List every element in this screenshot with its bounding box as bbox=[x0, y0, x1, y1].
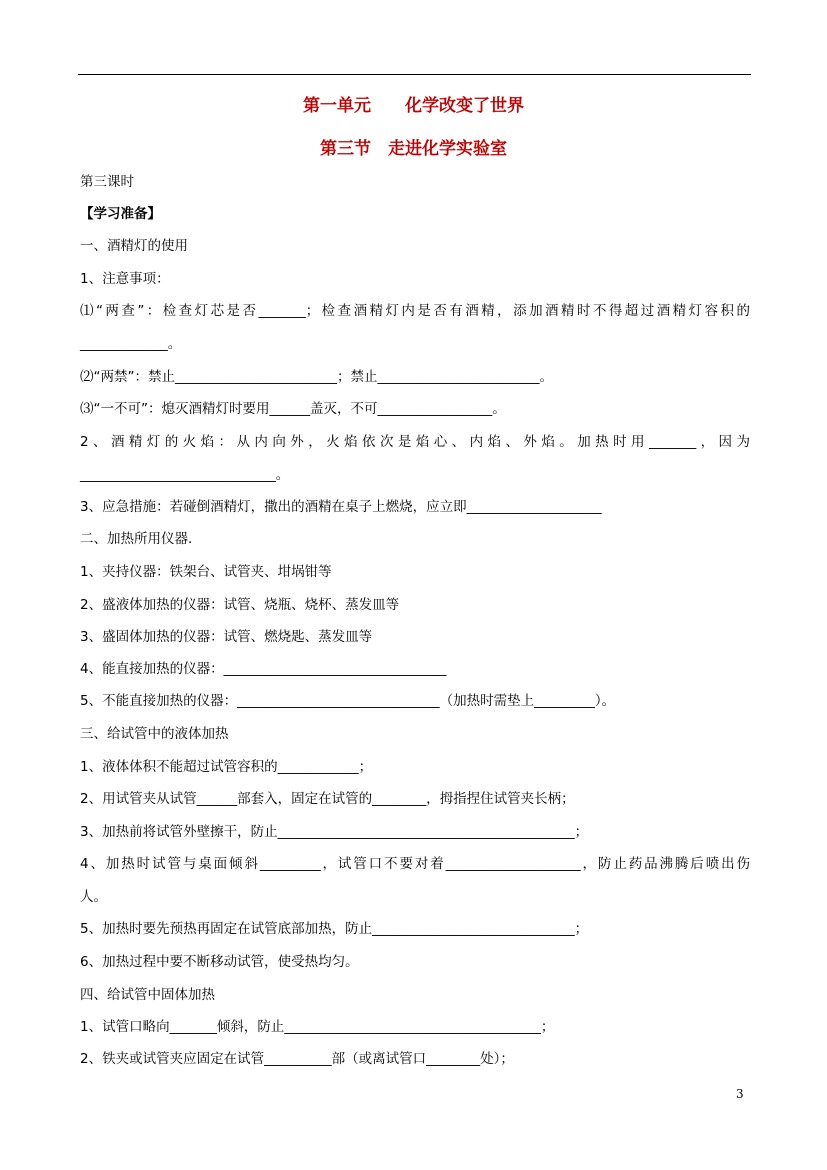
text-line: 人。 bbox=[80, 889, 107, 905]
text-line: 5、加热时要先预热再固定在试管底部加热，防止______________________________； bbox=[80, 921, 589, 937]
heading-solid-heating: 四、给试管中固体加热 bbox=[80, 987, 215, 1003]
text-line: 4、加热时试管与桌面倾斜_________，试管口不要对着____________________，防止药品沸腾后喷出伤 bbox=[80, 856, 750, 872]
text-line: 4、能直接加热的仪器：_________________________________ bbox=[80, 661, 447, 677]
lesson-label: 第三课时 bbox=[80, 174, 134, 190]
text-line: 2、酒精灯的火焰：从内向外，火焰依次是焰心、内焰、外焰。加热时用_______，因为 bbox=[80, 434, 750, 450]
text-line: ⑴“两查”：检查灯芯是否_______；检查酒精灯内是否有酒精，添加酒精时不得超过酒精灯容积的 bbox=[80, 303, 750, 319]
text-line: ⑶“一不可”：熄灭酒精灯时要用______盖灭，不可_________________。 bbox=[80, 401, 506, 417]
heading-liquid-heating: 三、给试管中的液体加热 bbox=[80, 726, 229, 742]
text-line: 3、应急措施：若碰倒酒精灯，撒出的酒精在桌子上燃烧，应立即____________________ bbox=[80, 499, 602, 515]
text-line: 1、夹持仪器：铁架台、试管夹、坩埚钳等 bbox=[80, 564, 332, 580]
unit-title: 第一单元 化学改变了世界 bbox=[303, 96, 524, 116]
text-line: 2、用试管夹从试管______部套入，固定在试管的________，拇指捏住试管夹长柄； bbox=[80, 791, 575, 807]
text-line: 3、加热前将试管外壁擦干，防止____________________________________________； bbox=[80, 824, 589, 840]
heading-alcohol-lamp: 一、酒精灯的使用 bbox=[80, 238, 188, 254]
header-rule bbox=[78, 74, 751, 75]
text-line: 2、盛液体加热的仪器：试管、烧瓶、烧杯、蒸发皿等 bbox=[80, 597, 400, 613]
text-line: 1、注意事项： bbox=[80, 271, 170, 287]
text-line: 1、试管口略向_______倾斜，防止______________________________________； bbox=[80, 1019, 555, 1035]
heading-heating-instruments: 二、加热所用仪器. bbox=[80, 531, 193, 547]
text-line: 3、盛固体加热的仪器：试管、燃烧匙、蒸发皿等 bbox=[80, 629, 373, 645]
page-number: 3 bbox=[736, 1087, 744, 1101]
text-line: 1、液体体积不能超过试管容积的____________； bbox=[80, 759, 373, 775]
text-line: ⑵“两禁”：禁止________________________；禁止________________________。 bbox=[80, 369, 553, 385]
text-line: _____________________________。 bbox=[80, 467, 290, 483]
text-line: 5、不能直接加热的仪器：______________________________（加热时需垫上_________）。 bbox=[80, 693, 616, 709]
section-title: 第三节 走进化学实验室 bbox=[320, 139, 507, 159]
text-line: 6、加热过程中要不断移动试管，使受热均匀。 bbox=[80, 954, 359, 970]
study-prep-heading: 【学习准备】 bbox=[80, 206, 161, 222]
text-line: 2、铁夹或试管夹应固定在试管__________部（或离试管口________处）； bbox=[80, 1051, 514, 1067]
text-line: _____________。 bbox=[80, 336, 182, 352]
